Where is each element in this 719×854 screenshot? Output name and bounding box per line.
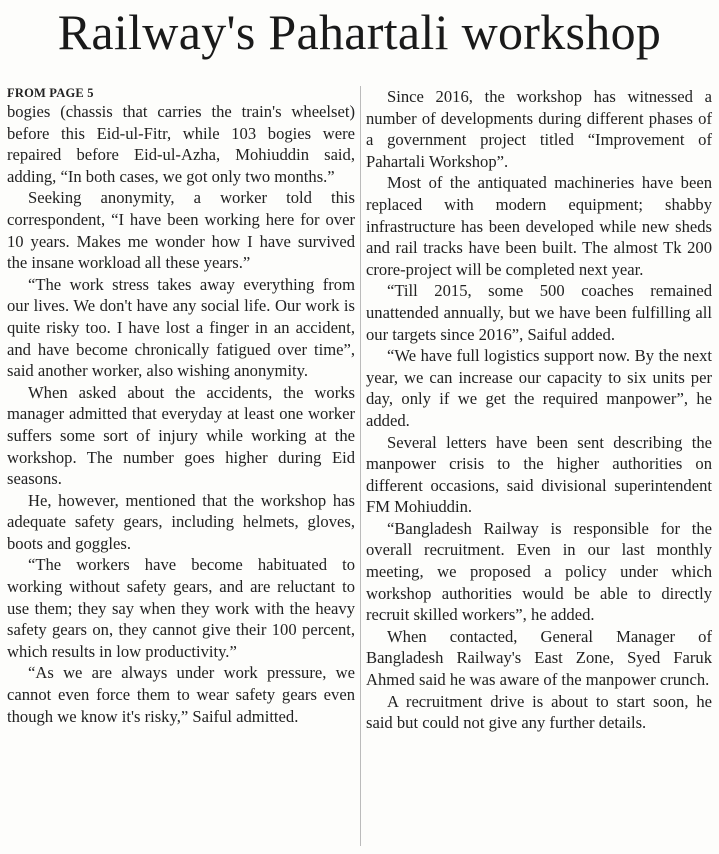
paragraph: Most of the antiquated machineries have been replaced with modern equipment; shabby infrastructure has been developed while new sheds and rail tracks have been built. The almost Tk 200 crore-project will be completed next year. (366, 173, 712, 279)
continuation-kicker: FROM PAGE 5 (7, 86, 94, 100)
paragraph: “Till 2015, some 500 coaches remained unattended annually, but we have been fulfilling all our targets since 2016”, Saiful added. (366, 281, 712, 344)
paragraph: Several letters have been sent describing the manpower crisis to the higher authorities on different occasions, said divisional superintendent FM Mohiuddin. (366, 432, 712, 517)
headline: Railway's Pahartali workshop (57, 4, 662, 60)
paragraph: Since 2016, the workshop has witnessed a number of developments during different phases of a government project titled “Improvement of Pahartali Workshop”. (366, 87, 712, 171)
paragraph: A recruitment drive is about to start soon, he said but could not give any further details. (366, 691, 712, 733)
paragraph: When contacted, General Manager of Bangladesh Railway's East Zone, Syed Faruk Ahmed said he was aware of the manpower crunch. (366, 626, 712, 690)
paragraph: “The workers have become habituated to working without safety gears, and are reluctant to use them; they say when they work with the heavy safety gears on, they cannot give their 100 percent, which results in low productivity.” (7, 555, 355, 661)
paragraph: Seeking anonymity, a worker told this correspondent, “I have been working here for over 10 years. Makes me wonder how I have survived the insane workload all these years.” (7, 188, 355, 273)
paragraph: “The work stress takes away everything from our lives. We don't have any social life. Our work is quite risky too. I have lost a finger in an accident, and have become chronically fatigued over time”, said another worker, also wishing anonymity. (7, 274, 355, 381)
paragraph: bogies (chassis that carries the train's wheelset) before this Eid-ul-Fitr, while 103 bogies were repaired before Eid-ul-Azha, Mohiuddin said, adding, “In both cases, we got only two months.” (7, 102, 355, 186)
paragraph: “We have full logistics support now. By the next year, we can increase our capacity to six units per day, only if we get the required manpower”, he added. (366, 346, 712, 430)
paragraph: He, however, mentioned that the workshop has adequate safety gears, including helmets, gloves, boots and goggles. (7, 490, 355, 553)
paragraph: “Bangladesh Railway is responsible for the overall recruitment. Even in our last monthly meeting, we proposed a policy under which workshop authorities would be able to directly recruit skilled workers”, he added. (366, 518, 712, 625)
column-divider (360, 86, 361, 846)
right-column (366, 86, 712, 734)
left-column (7, 86, 355, 727)
paragraph: “As we are always under work pressure, we cannot even force them to wear safety gears even though we know it's risky,” Saiful admitted. (7, 663, 355, 726)
paragraph: When asked about the accidents, the works manager admitted that everyday at least one worker suffers some sort of injury while working at the workshop. The number goes higher during Eid seasons. (7, 382, 355, 489)
